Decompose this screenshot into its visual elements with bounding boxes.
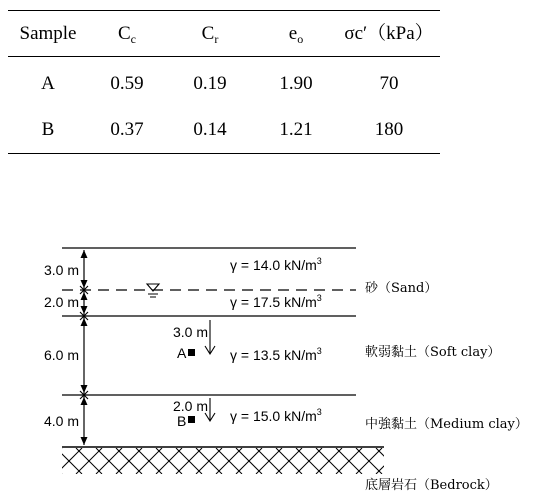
header-sample: Sample: [19, 23, 77, 44]
soil-layer-name: 中強黏土（Medium clay）: [365, 417, 528, 432]
unit-weight-label: γ = 13.5 $kN/m^3$: [230, 346, 322, 363]
unit-weight-label: γ = 17.5 $kN/m^3$: [230, 293, 322, 310]
header-compression-index: $C_c$: [117, 23, 136, 46]
layer-thickness-label: 2.0 m: [44, 294, 80, 310]
table-cell: 0.59: [110, 73, 144, 94]
layer-thickness-label: 4.0 m: [44, 413, 80, 429]
sample-depth-label: 2.0 m: [173, 398, 209, 414]
table-cell: 70: [379, 73, 399, 94]
unit-weight-label: γ = 15.0 $kN/m^3$: [230, 407, 322, 424]
unit-weight-label: γ = 14.0 $kN/m^3$: [230, 256, 322, 273]
sample-label: A: [177, 345, 187, 361]
header-recompression-index: $C_r$: [201, 23, 219, 46]
sample-label: B: [177, 413, 187, 429]
table-cell: 180: [374, 119, 404, 140]
soil-layer-name: 底層岩石（Bedrock）: [365, 478, 498, 493]
bedrock-hatch: [36, 448, 422, 474]
header-preconsolidation-stress: σc′（kPa）: [344, 23, 434, 44]
layer-thickness-label: 6.0 m: [44, 347, 80, 363]
table-cell: 0.19: [193, 73, 227, 94]
table-cell: B: [41, 119, 55, 140]
table-cell: A: [41, 73, 55, 94]
sample-marker: [188, 349, 195, 356]
table-cell: 0.14: [193, 119, 227, 140]
layer-thickness-label: 3.0 m: [44, 262, 80, 278]
soil-layer-name: 砂（Sand）: [365, 281, 438, 296]
header-void-ratio: $e_o$: [288, 23, 304, 46]
table-cell: 0.37: [110, 119, 144, 140]
soil-layer-name: 軟弱黏土（Soft clay）: [365, 345, 501, 360]
table-cell: 1.21: [279, 119, 313, 140]
sample-marker: [188, 416, 195, 423]
table-cell: 1.90: [279, 73, 313, 94]
sample-depth-label: 3.0 m: [173, 324, 209, 340]
